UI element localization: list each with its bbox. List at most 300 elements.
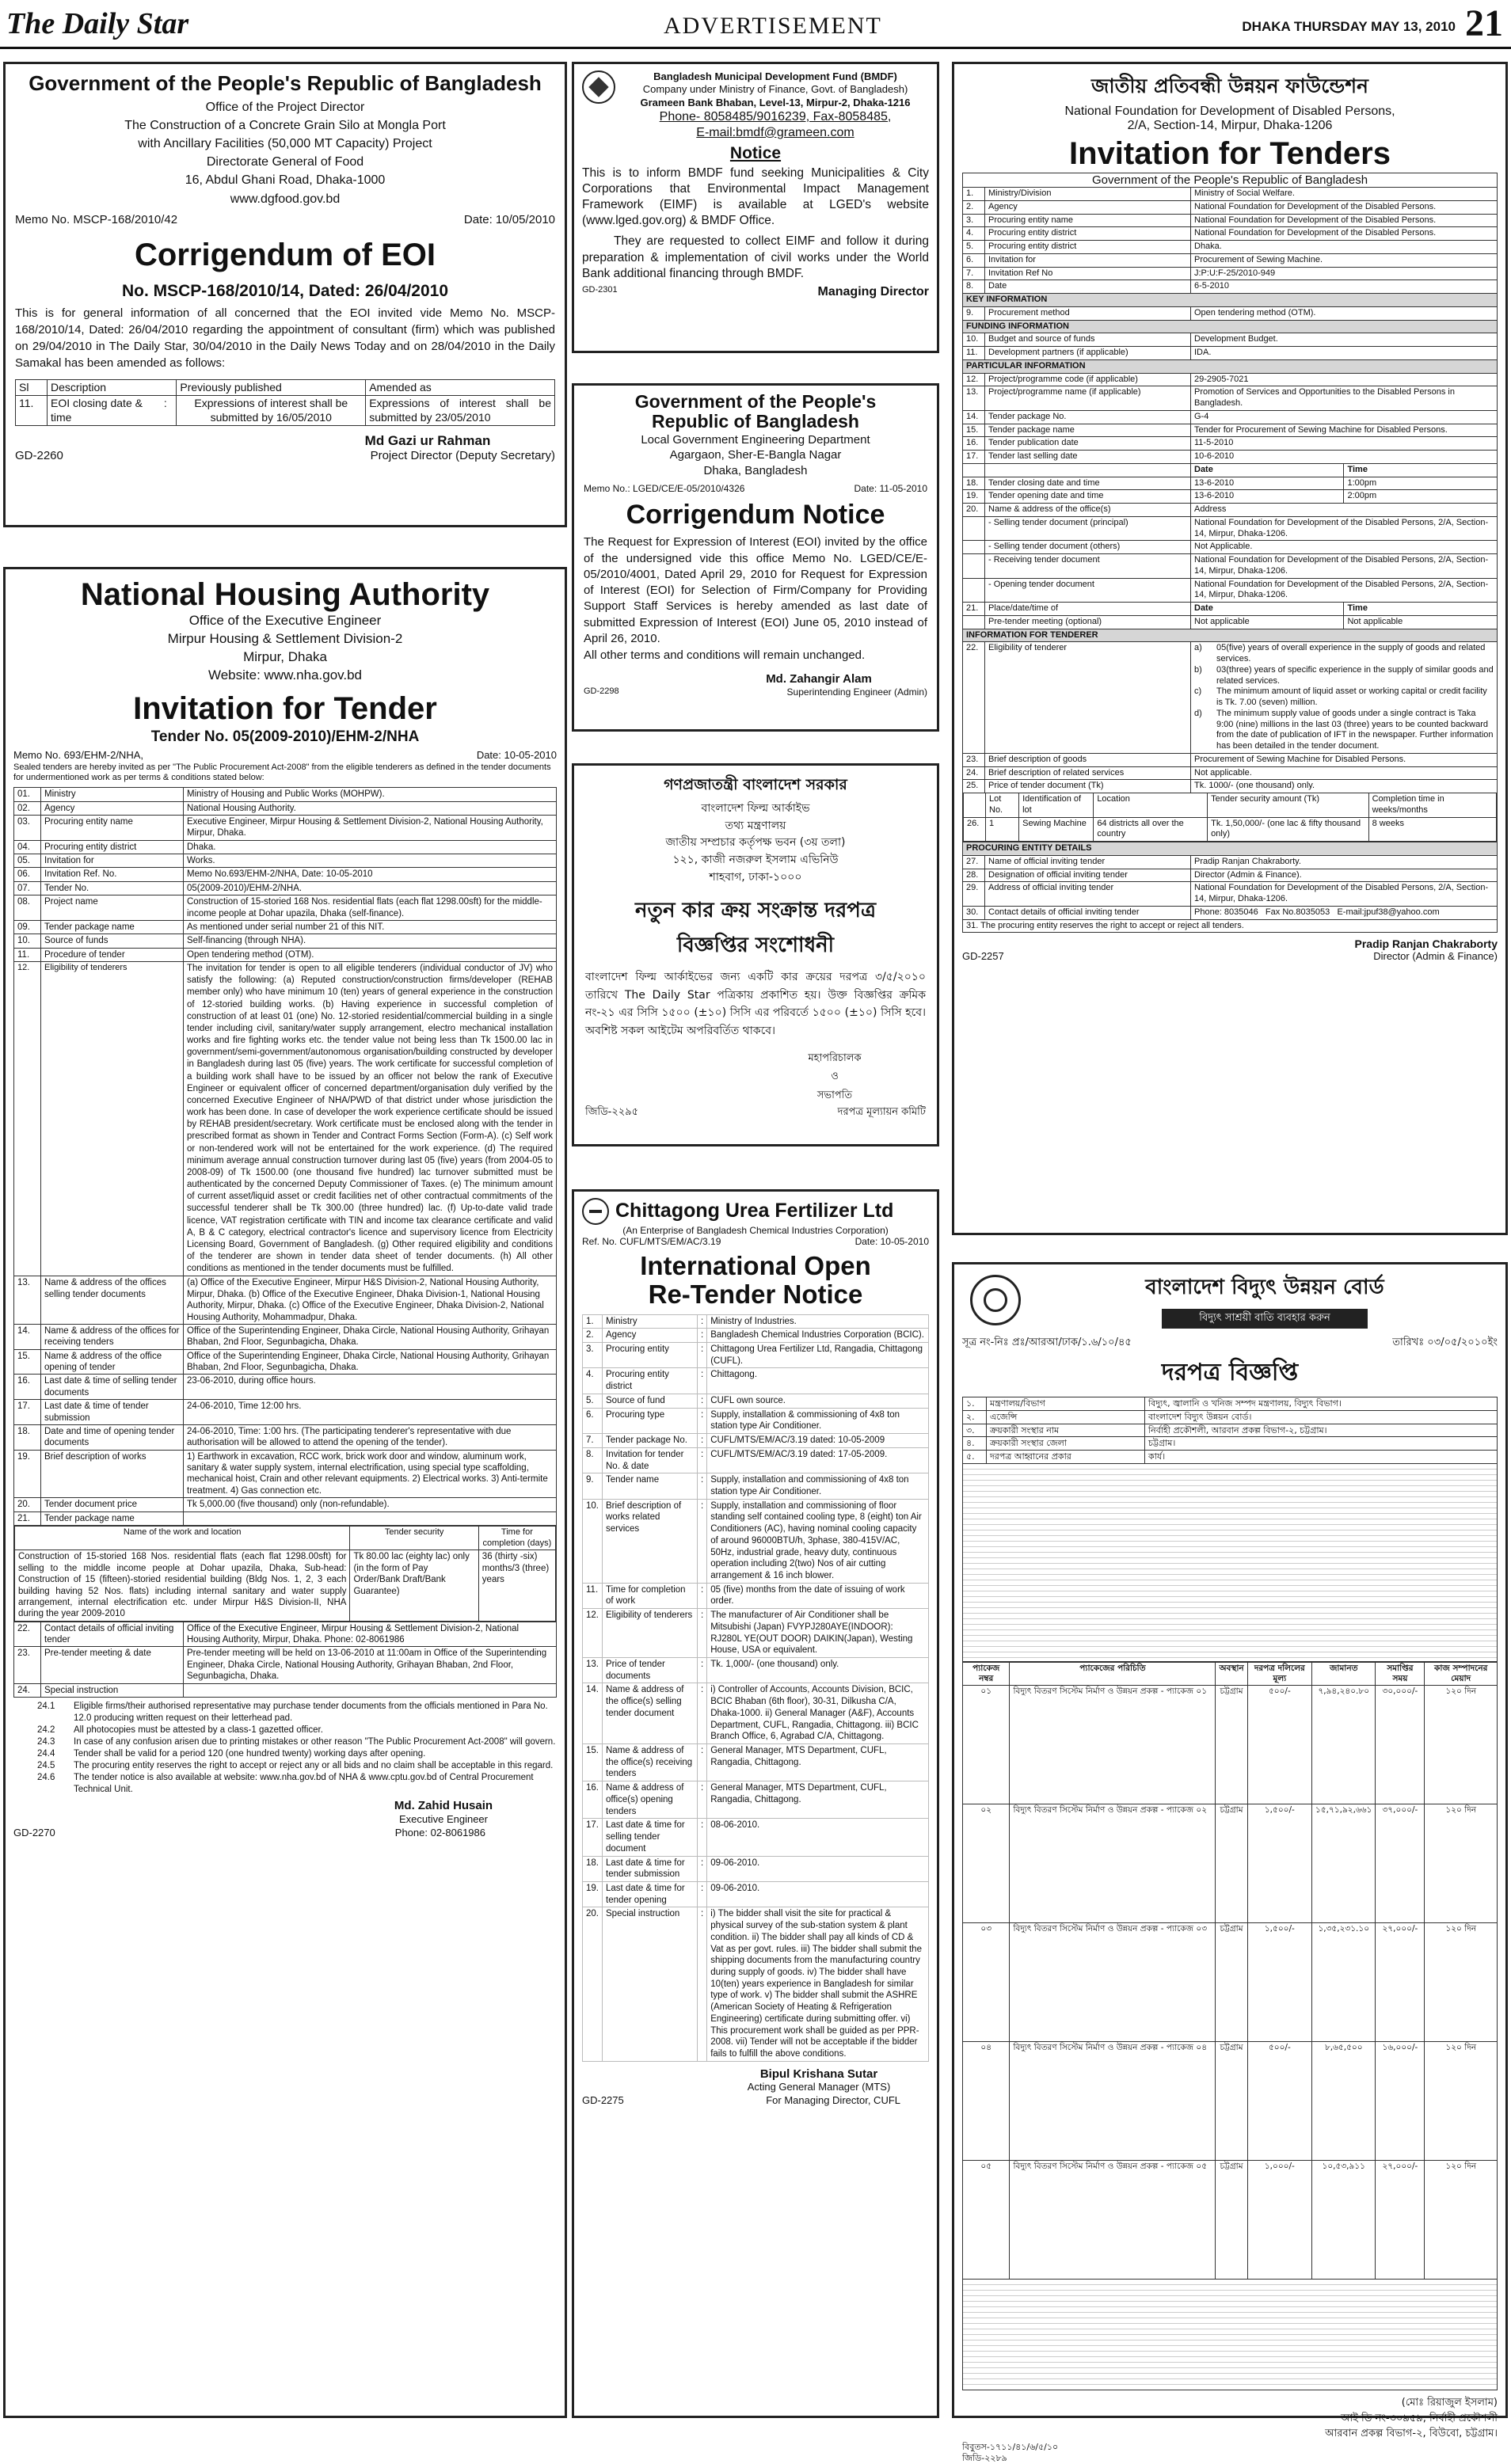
bpdb-pkg-cell-2: চট্টগ্রাম: [1216, 1923, 1247, 2042]
cufl-cell-0: 16.: [583, 1781, 603, 1819]
lged-signer-title: Superintending Engineer (Admin): [786, 686, 927, 698]
nha-signer: Md. Zahid Husain: [394, 1799, 493, 1813]
cufl-row: [583, 1329, 929, 1343]
jpuf3-row-2-c0: 25.: [963, 780, 985, 793]
nha-special-item: [37, 1701, 557, 1724]
jpuf4-row-2: [963, 882, 1498, 907]
nha-row-4-c1: Invitation for: [41, 854, 184, 868]
cufl-colon: :: [698, 1683, 707, 1744]
bpdb-pkg-cell-0: ০২: [963, 1804, 1010, 1923]
cufl-cell-1: Source of fund: [603, 1394, 698, 1408]
cufl-s2: For Managing Director, CUFL: [766, 2094, 900, 2107]
cufl-colon: :: [698, 1368, 707, 1394]
masthead: [0, 0, 1511, 49]
jpuf-r22-letter: c): [1194, 686, 1202, 697]
nha-foot: [13, 1827, 557, 1840]
nha2-row-7-c1: Tender document price: [41, 1498, 184, 1511]
jpuf-r22-item: [1194, 686, 1494, 709]
cufl-colon: :: [698, 1781, 707, 1819]
nha2-row-3-c0: 16.: [14, 1375, 41, 1400]
ad-cufl-retender: [572, 1189, 939, 2418]
nha-special-item: [37, 1748, 557, 1760]
bmdf-signer: Managing Director: [817, 284, 929, 298]
cufl-sub: (An Enterprise of Bangladesh Chemical Industries Corporation): [622, 1225, 889, 1236]
jpuf2-row-5-c0: 17.: [963, 451, 985, 464]
jpuf-r20-no: 20.: [963, 504, 985, 517]
eoi-memo-row: [15, 213, 555, 226]
nha3-row-2: [14, 1683, 557, 1697]
eoi-web[interactable]: www.dgfood.gov.bd: [230, 192, 341, 206]
jpuf-row-5: [963, 253, 1498, 267]
jpuf-office-row: [963, 541, 1498, 554]
cufl-row: [583, 1434, 929, 1448]
jpuf-r18-label: Tender closing date and time: [985, 477, 1191, 490]
nha2-row-3-c1: Last date & time of selling tender documents: [41, 1375, 184, 1400]
jpuf-row-0: [963, 188, 1498, 201]
nha-intro: Sealed tenders are hereby invited as per "The Public Procurement Act-2008" from the eligible tenderers as defined in the tender documents for undermentioned work as per terms & conditions stated below:: [13, 762, 551, 783]
bpdb-ref: সূত্র নং-নিঃ প্রঃ/আরআ/ঢাক/১.৬/১০/৪৫: [962, 1337, 1132, 1348]
eoi-title: Corrigendum of EOI: [135, 237, 436, 272]
cufl-cell-1: Price of tender documents: [603, 1658, 698, 1683]
bpdb-pkg-cell-0: ০৩: [963, 1923, 1010, 2042]
eoi-gov: Government of the People's Republic of Bangladesh: [29, 71, 542, 95]
nha-row-10-c1: Procedure of tender: [41, 948, 184, 961]
nha-row-10: [14, 948, 557, 961]
nha-special-item: [37, 1772, 557, 1796]
cufl-cell-0: 13.: [583, 1658, 603, 1683]
jpuf-r30-no: 30.: [963, 906, 985, 919]
bpdb-row-1-c1: এজেন্সি: [987, 1410, 1145, 1424]
jpuf-lot-4: 8 weeks: [1368, 817, 1496, 842]
cufl-cell-1: Ministry: [603, 1314, 698, 1329]
bmdf-p2: They are requested to collect EIMF and follow it during preparation & implementation of civil works under the World Bank additional financing through BMDF.: [582, 234, 929, 280]
cufl-cell-1: Special instruction: [603, 1907, 698, 2061]
cufl-cell-1: Last date & time for selling tender document: [603, 1819, 698, 1856]
jpuf-r30-email[interactable]: E-mail:jpuf38@yahoo.com: [1337, 907, 1440, 917]
cufl-cell-2: 09-06-2010.: [707, 1881, 929, 1907]
jpuf-r22-text: The minimum supply value of goods under a single contract is Taka 9:00 (nine) millions in the last 03 (three) years to be counted backward from the date of publication of IFT in the newspaper. Further information has been detailed in the tender document.: [1216, 708, 1494, 751]
nha-special-no: 24.5: [37, 1760, 55, 1770]
nha2-row-4-c1: Last date & time of tender submission: [41, 1400, 184, 1425]
nha-special-no: 24.6: [37, 1772, 55, 1782]
cufl-row: [583, 1368, 929, 1394]
cufl-cell-1: Name & address of the office(s) selling tender document: [603, 1683, 698, 1744]
cufl-cell-2: CUFL/MTS/EM/AC/3.19 dated: 10-05-2009: [707, 1434, 929, 1448]
cufl-row: [583, 1683, 929, 1744]
bpdb-row-4-c2: কার্য।: [1145, 1451, 1498, 1464]
nha2-row-6-c1: Brief description of works: [41, 1450, 184, 1498]
jpuf2-row-4-c1: Tender publication date: [985, 437, 1191, 451]
cufl-cell-0: 12.: [583, 1609, 603, 1658]
ad-eoi-corrigendum: [3, 62, 567, 527]
eoi-header: [15, 98, 555, 208]
jpuf-r18-time: 1:00pm: [1344, 477, 1498, 490]
jpuf-lot-2: 64 districts all over the country: [1094, 817, 1208, 842]
cufl-cell-2: The manufacturer of Air Conditioner shall be Mitsubishi (Japan) FVYPJ280AYE(INDOOR): RJ280L YE(OUT DOOR) DAIKIN(Japan), Westing House, USA or equivalent.: [707, 1609, 929, 1658]
cufl-s1: Acting General Manager (MTS): [747, 2081, 891, 2093]
jpuf-office-label: - Opening tender document: [985, 578, 1191, 603]
jpuf2-row-4-c2: 11-5-2010: [1191, 437, 1498, 451]
nha-row-9: [14, 934, 557, 948]
jpuf4-row-1: [963, 869, 1498, 882]
nha-row-10-c2: Open tendering method (OTM).: [184, 948, 557, 961]
cufl-h2: Re-Tender Notice: [648, 1280, 863, 1310]
lged-l1: Government of the People's: [634, 391, 877, 412]
nha-row-1-c0: 02.: [14, 801, 41, 815]
bmdf-header: [582, 70, 929, 141]
nha2-row-0-c0: 13.: [14, 1276, 41, 1325]
bpdb-pkg-cell-6: ১২০ দিন: [1425, 1686, 1498, 1804]
bpdb-pkg-cell-4: ৮,৬৫,৫০০: [1312, 2042, 1376, 2161]
jpuf2-row-2-c1: Tender package No.: [985, 410, 1191, 424]
jpuf2-row-0-c1: Project/programme code (if applicable): [985, 373, 1191, 386]
bpdb-row-1-c0: ২.: [963, 1410, 987, 1424]
nha-special-text: Eligible firms/their authorised representative may purchase tender documents from the officials mentioned in Para No. 12.0 producing written request on their letterhead pad.: [74, 1701, 548, 1723]
jpuf-lot-1: Sewing Machine: [1019, 817, 1094, 842]
jpuf-row-5-c2: Procurement of Sewing Machine.: [1191, 253, 1498, 267]
cufl-date: Date: 10-05-2010: [854, 1236, 929, 1247]
nha3-row-2-c2: [184, 1683, 557, 1697]
bpdb-th-1: প্যাকেজের পরিচিতি: [1010, 1662, 1216, 1685]
cufl-cell-0: 2.: [583, 1329, 603, 1343]
jpuf4-row-2-c0: 29.: [963, 882, 985, 907]
jpuf-r10-label: Budget and source of funds: [985, 333, 1191, 347]
jpuf4-row-1-c0: 28.: [963, 869, 985, 882]
jpuf-r19-label: Tender opening date and time: [985, 490, 1191, 504]
jpuf-pe: PROCURING ENTITY DETAILS: [963, 842, 1498, 856]
bpdb-pkg-cell-1: বিদ্যুৎ বিতরণ সিস্টেম নির্মাণ ও উন্নয়ন প্রকল্প - প্যাকেজ ০৩: [1010, 1923, 1216, 2042]
cufl-cell-0: 18.: [583, 1856, 603, 1881]
jpuf-office-label: - Receiving tender document: [985, 554, 1191, 579]
nha-row-7-c2: Construction of 15-storied 168 Nos. residential flats (each flat 1298.00sft) for the middle-income people at Dohar upazila, Dhaka (self-finance).: [184, 895, 557, 921]
bpdb-title: বাংলাদেশ বিদ্যুৎ উন্নয়ন বোর্ড: [1145, 1276, 1384, 1299]
nha-row-6-c2: 05(2009-2010)/EHM-2/NHA.: [184, 881, 557, 895]
cufl-row: [583, 1658, 929, 1683]
cufl-colon: :: [698, 1343, 707, 1368]
nha2-row-8-c2: [184, 1511, 557, 1525]
bpdb-pkg-cell-6: ১২০ দিন: [1425, 1923, 1498, 2042]
cufl-cell-2: Supply, installation & commissioning of 4x8 ton station type Air Conditioner.: [707, 1408, 929, 1433]
jpuf-r21-label: Place/date/time of: [985, 603, 1191, 616]
nha-title: National Housing Authority: [80, 577, 490, 612]
ad-bmdf-notice: [572, 62, 939, 353]
nha2-row-0: [14, 1276, 557, 1325]
bpdb-row-3: [963, 1437, 1498, 1451]
nha-gd: GD-2270: [13, 1826, 55, 1838]
jpuf-r21-no: 21.: [963, 603, 985, 616]
jpuf-r22-item: [1194, 643, 1494, 665]
nha2-row-7-c2: Tk 5,000.00 (five thousand) only (non-refundable).: [184, 1498, 557, 1511]
fa-s1: মহাপরিচালক: [808, 1052, 862, 1064]
cufl-colon: :: [698, 1744, 707, 1781]
nha-row-3-c1: Procuring entity district: [41, 840, 184, 854]
bpdb-pkg-cell-2: চট্টগ্রাম: [1216, 1686, 1247, 1804]
fa-s2: ও: [831, 1070, 839, 1083]
nha-row-3-c0: 04.: [14, 840, 41, 854]
cufl-cell-0: 5.: [583, 1394, 603, 1408]
nha2-row-1-c2: Office of the Superintending Engineer, Dhaka Circle, National Housing Authority, Grihayan Bhaban, 2nd Floor, Segunbagicha, Dhaka.: [184, 1324, 557, 1349]
jpuf-row-2-c0: 3.: [963, 214, 985, 227]
cufl-colon: :: [698, 1658, 707, 1683]
nha3-row-2-c0: 24.: [14, 1683, 41, 1697]
jpuf2-row-1: [963, 386, 1498, 411]
cufl-colon: :: [698, 1583, 707, 1608]
jpuf-r22-label: Eligibility of tenderer: [985, 642, 1191, 754]
nha-l4[interactable]: Website: www.nha.gov.bd: [207, 667, 363, 683]
dateline: DHAKA THURSDAY MAY 13, 2010: [1242, 19, 1456, 34]
eoi-number: No. MSCP-168/2010/14, Dated: 26/04/2010: [121, 281, 449, 300]
bpdb-row-3-c2: চট্টগ্রাম।: [1145, 1437, 1498, 1451]
cufl-cell-0: 3.: [583, 1343, 603, 1368]
cufl-cell-1: Procuring entity district: [603, 1368, 698, 1394]
cufl-h1: International Open: [640, 1251, 871, 1280]
bpdb-pkg-cell-3: ৫০০/-: [1247, 1686, 1311, 1804]
nha-l3: Mirpur, Dhaka: [243, 648, 327, 664]
jpuf-row-4-c0: 5.: [963, 241, 985, 254]
fa-l4: জাতীয় সম্প্রচার কর্তৃপক্ষ ভবন (৩য় তলা): [665, 836, 846, 850]
cufl-cell-2: 05 (five) months from the date of issuing of work order.: [707, 1583, 929, 1608]
jpuf-r30-label: Contact details of official inviting tender: [985, 906, 1191, 919]
eoi-foot: [15, 449, 555, 462]
nha-row-8: [14, 920, 557, 934]
jpuf-r22-text: 03(three) years of specific experience in the supply of similar goods and related services.: [1216, 664, 1494, 686]
jpuf-row-6-c2: J:P:U:F-25/2010-949: [1191, 267, 1498, 280]
jpuf-row-7: [963, 280, 1498, 294]
cufl-title: Chittagong Urea Fertilizer Ltd: [615, 1200, 894, 1222]
jpuf2-row-3: [963, 424, 1498, 437]
jpuf-row-6-c0: 7.: [963, 267, 985, 280]
nha3-row-1-c2: Pre-tender meeting will be held on 13-06-2010 at 11:00am in Office of the Superintending Engineer, Dhaka Circle, National Housing Authority, Grihayan Bhaban, 2nd Floor, Segunbagicha, Dhaka.: [184, 1647, 557, 1683]
nha-r12-label: Eligibility of tenderers: [41, 962, 184, 1276]
cufl-cell-1: Procuring type: [603, 1408, 698, 1433]
cufl-colon: :: [698, 1314, 707, 1329]
jpuf-r30-phone: Phone: 8035046: [1194, 907, 1258, 917]
bpdb-row-3-c0: ৪.: [963, 1437, 987, 1451]
cufl-cell-1: Name & address of the office(s) receiving tenders: [603, 1744, 698, 1781]
nha-row-4: [14, 854, 557, 868]
cufl-colon: :: [698, 1394, 707, 1408]
nha-row-7-c1: Project name: [41, 895, 184, 921]
jpuf-office-value: National Foundation for Development of the Disabled Persons, 2/A, Section-14, Mirpur, Dhaka-1206.: [1191, 516, 1498, 541]
fa-l5: ১২১, কাজী নজরুল ইসলাম এভিনিউ: [672, 854, 839, 867]
lged-l3: Local Government Engineering Department: [641, 432, 870, 447]
nha2-row-2-c0: 15.: [14, 1349, 41, 1375]
lged-gd: GD-2298: [584, 686, 619, 696]
nha3-row-0-c0: 22.: [14, 1622, 41, 1647]
nha-row-9-c0: 10.: [14, 934, 41, 948]
nha-row-10-c0: 11.: [14, 948, 41, 961]
jpuf4-row-0: [963, 855, 1498, 869]
fa-gd: জিডি-২২৯৫: [585, 1106, 639, 1119]
jpuf-office-row: [963, 516, 1498, 541]
fa-foot: [585, 1105, 926, 1121]
fa-s4: দরপত্র মূল্যায়ন কমিটি: [837, 1106, 926, 1119]
nha-row-3: [14, 840, 557, 854]
jpuf-row-1: [963, 200, 1498, 214]
bmdf-logo-icon: [582, 70, 615, 104]
cufl-cell-2: CUFL/MTS/EM/AC/3.19 dated: 17-05-2009.: [707, 1447, 929, 1473]
jpuf3-row-2-c2: Tk. 1000/- (one thousand) only.: [1191, 780, 1498, 793]
cufl-cell-1: Tender package No.: [603, 1434, 698, 1448]
bpdb-th-3: দরপত্র দলিলের মূল্য: [1247, 1662, 1311, 1685]
cufl-cell-2: Chittagong.: [707, 1368, 929, 1394]
nha2-row-6-c2: 1) Earthwork in excavation, RCC work, brick work door and window, aluminum work, sanitary & water supply system, internal electrification, using special type scaffolding, mechanical hoist, Crain and other relevant equipments. 2) Electrical works. 3) Anti-termite treatment. 4) Gas connection etc.: [184, 1450, 557, 1498]
jpuf-office-label: - Selling tender document (principal): [985, 516, 1191, 541]
bmdf-l5[interactable]: E-mail:bmdf@grameen.com: [696, 125, 854, 139]
bpdb-pkg-cell-4: ৭,৯৪,২৪০.৮০: [1312, 1686, 1376, 1804]
nha-row-0-c1: Ministry: [41, 788, 184, 801]
ad-jpuf-tender: [952, 62, 1508, 1235]
bpdb-package-row: [963, 2042, 1498, 2161]
jpuf4-row-1-c2: Director (Admin & Finance).: [1191, 869, 1498, 882]
jpuf-row-2-c2: National Foundation for Development of the Disabled Persons.: [1191, 214, 1498, 227]
eoi-dir: Directorate General of Food: [206, 155, 364, 169]
bpdb-heading: দরপত্র বিজ্ঞপ্তি: [1161, 1359, 1299, 1386]
jpuf-r19-time: 2:00pm: [1344, 490, 1498, 504]
jpuf3-row-2: [963, 780, 1498, 793]
bpdb-row-4: [963, 1451, 1498, 1464]
jpuf-lot-table: Lot No. Identification of lot Location Tender security amount (Tk) Completion time in weeks/months 26. 1 Sewing Machine 64 districts all over the country Tk. 1,50,000/- (one lac & fifty thousand only) 8 weeks: [963, 793, 1497, 842]
bpdb-pkg-cell-3: ১,৫০০/-: [1247, 1923, 1311, 2042]
jpuf-signer: Pradip Ranjan Chakraborty: [1354, 937, 1498, 951]
cufl-cell-2: Supply, installation and commissioning of floor standing self contained cooling type, 8 (eight) ton Air Conditioners (AC), having nominal cooling capacity of around 96000BTU/h, 3phase, 380-415V/AC, 50Hz, industrial grade, heavy duty, continuous operation including 2(two) Nos of air cutting arrangement & 16 inch blower.: [707, 1499, 929, 1583]
jpuf-office-value: Not Applicable.: [1191, 541, 1498, 554]
nha2-row-6-c0: 19.: [14, 1450, 41, 1498]
fa-t2: বিজ্ঞপ্তির সংশোধনী: [676, 934, 835, 958]
jpuf-table: 1. Ministry/Division Ministry of Social Welfare. 2. Agency National Foundation for Development of the Disabled Persons. 3. Procuring entity name National Foundation for Development of the Disabled Persons. 4. Procuring entity district National Foundation for Development of the Disabled Persons. 5. Procuring entity district Dhaka. 6. Invitation for Procurement of Sewing Machine. 7. Invitation Ref No J:P:U:F-25/2010-949 8. Date 6-5-2010 KEY INFORMATION 9. Procurement method Open tendering method (OTM). FUNDING INFORMATION 10. Budget and source of funds Development Budget. 11. Development partners (if applicable) IDA. PARTICULAR INFORMATION 12. Project/programme code (if applicable) 29-2905-7021 13. Project/programme name (if applicable) Promotion of Services and Opportunities to the Disabled Persons in Bangladesh. 14. Tender package No. G-4 15. Tender package name Tender for Procurement of Sewing Machine for Disabled Persons. 16. Tender publication date 11-5-2010 17. Tender last selling date 10-6-2010 Date Time 18. Tender closing date and time 13-6-2010 1:00pm 19. Tender opening date and time 13-6-2010 2:00pm 20. Name & address of the office(s) Address - Selling tender document (principal) National Foundation for Development of the Disabled Persons, 2/A, Section-14, Mirpur, Dhaka-1206. - Selling tender document (others) Not Applicable. - Receiving tender document National Foundation for Development of the Disabled Persons, 2/A, Section-14, Mirpur, Dhaka-1206. - Opening tender document National Foundation for Development of the Disabled Persons, 2/A, Section-14, Mirpur, Dhaka-1206. 21. Place/date/time of Date Time Pre-tender meeting (optional) Not applicable Not applicable INFORMATION FOR TENDERER 22. Eligibility of tenderer a) 05(five) years of overall experience in the supply of goods and related services. b) 03(three) years of specific experience in the supply of similar goods and related services. c) The minimum amount of liquid asset or working capital or credit facility is Tk. 7.00 (seven) million. d) The minimum supply value of goods under a single contract is Taka 9:00 (nine) millions in the last 03 (three) years to be counted backward from the date of publication of IFT in the newspaper. Further information has been detailed in the tender document. 23. Brief description of goods Procurement of Sewing Machine for Disabled Persons. 24. Brief description of related services Not applicable. 25. Price of tender document (Tk) Tk. 1000/- (one thousand) only. Lot No. Identification of lot Location Tender security amount (Tk) Completion time in weeks/months 26. 1 Sewing Machine 64 districts all over the country Tk. 1,50,000/- (one lac & fifty thousand only) 8 weeks PROCURING ENTITY DETAILS 27. Name of official inviting tender Pradip Ranjan Chakraborty. 28. Designation of official inviting tender Director (Admin & Finance). 29. Address of official inviting tender National Foundation for Development of the Disabled Persons, 2/A, Section-14, Mirpur, Dhaka-1206. 30. Contact details of official inviting tender Phone: 8035046 Fax No.8035053 E-mail:jpuf38@yahoo.com 31. The procuring entity reserves the right to accept or reject all tenders.: [962, 187, 1498, 933]
nha-pkg-th-0: Name of the work and location: [15, 1526, 350, 1550]
jpuf-row-3-c1: Procuring entity district: [985, 227, 1191, 241]
jpuf2-row-1-c2: Promotion of Services and Opportunities to the Disabled Persons in Bangladesh.: [1191, 386, 1498, 411]
nha3-row-0-c1: Contact details of official inviting tender: [41, 1622, 184, 1647]
bpdb-sub: বিদ্যুৎ সাশ্রয়ী বাতি ব্যবহার করুন: [1162, 1309, 1368, 1329]
jpuf-gd: GD-2257: [962, 950, 1004, 963]
bpdb-pkg-cell-5: ১৬,০০০/-: [1376, 2042, 1425, 2161]
nha-row-7-c0: 08.: [14, 895, 41, 921]
bmdf-gd: GD-2301: [582, 284, 618, 295]
jpuf-r22-letter: a): [1194, 643, 1202, 653]
nha2-row-7: [14, 1498, 557, 1511]
jpuf4-row-0-c2: Pradip Ranjan Chakraborty.: [1191, 855, 1498, 869]
jpuf-office-label: - Selling tender document (others): [985, 541, 1191, 554]
eoi-td-colon: :: [161, 396, 177, 426]
cufl-colon: :: [698, 1609, 707, 1658]
cufl-cell-2: General Manager, MTS Department, CUFL, Rangadia, Chittagong.: [707, 1781, 929, 1819]
nha2-row-1-c1: Name & address of the offices for receiving tenders: [41, 1324, 184, 1349]
nha-special-list: [13, 1701, 557, 1796]
nha-date: Date: 10-05-2010: [476, 748, 557, 761]
cufl-cell-1: Time for completion of work: [603, 1583, 698, 1608]
nha-special-no: 24.1: [37, 1701, 55, 1711]
jpuf-r22-item: [1194, 709, 1494, 752]
eoi-td-amend: Expressions of interest shall be submitted by 23/05/2010: [366, 396, 555, 426]
jpuf2-row-5: [963, 451, 1498, 464]
jpuf-row-7-c2: 6-5-2010: [1191, 280, 1498, 294]
bpdb-pkg-cell-2: চট্টগ্রাম: [1216, 2161, 1247, 2280]
lged-date: Date: 11-05-2010: [854, 483, 927, 495]
jpuf-row-0-c0: 1.: [963, 188, 985, 201]
jpuf-r11-label: Development partners (if applicable): [985, 347, 1191, 360]
nha2-row-7-c0: 20.: [14, 1498, 41, 1511]
jpuf2-row-2: [963, 410, 1498, 424]
nha3-row-0: [14, 1622, 557, 1647]
cufl-cell-2: CUFL own source.: [707, 1394, 929, 1408]
bpdb-row-2: [963, 1424, 1498, 1437]
nha-special-item: [37, 1760, 557, 1772]
jpuf3-row-1-c1: Brief description of related services: [985, 766, 1191, 780]
jpuf3-row-0-c0: 23.: [963, 753, 985, 766]
lged-p2: All other terms and conditions will remain unchanged.: [584, 648, 866, 663]
bpdb-logo-icon: [970, 1275, 1021, 1325]
nha-row-5-c0: 06.: [14, 868, 41, 881]
jpuf-row-5-c0: 6.: [963, 253, 985, 267]
nha-pkg-security: Tk 80.00 lac (eighty lac) only (in the form of Pay Order/Bank Draft/Bank Guarantee): [350, 1550, 478, 1621]
cufl-cell-1: Procuring entity: [603, 1343, 698, 1368]
jpuf3-row-1-c0: 24.: [963, 766, 985, 780]
cufl-cell-0: 6.: [583, 1408, 603, 1433]
nha-row-2-c2: Executive Engineer, Mirpur Housing & Settlement Division-2, National Housing Authority, Mirpur, Dhaka.: [184, 815, 557, 840]
lged-signer: Md. Zahangir Alam: [766, 672, 872, 686]
jpuf-row-4: [963, 241, 1498, 254]
nha-row-5-c1: Invitation Ref. No.: [41, 868, 184, 881]
jpuf-row-7-c1: Date: [985, 280, 1191, 294]
nha-row-2: [14, 815, 557, 840]
jpuf-title: Invitation for Tenders: [1069, 136, 1391, 171]
nha-row-1-c2: National Housing Authority.: [184, 801, 557, 815]
nha3-row-0-c2: Office of the Executive Engineer, Mirpur Housing & Settlement Division-2, National Housing Authority, Mirpur, Dhaka. Phone: 02-8061986: [184, 1622, 557, 1647]
jpuf-row-7-c0: 8.: [963, 280, 985, 294]
bpdb-pkg-cell-2: চট্টগ্রাম: [1216, 2042, 1247, 2161]
lged-memo-row: [584, 483, 927, 494]
eoi-th-sl: Sl: [16, 379, 48, 396]
cufl-cell-1: Eligibility of tenderers: [603, 1609, 698, 1658]
jpuf-r22-text: The minimum amount of liquid asset or working capital or credit facility is Tk. 7.00 (seven) million.: [1216, 686, 1487, 707]
jpuf2-row-3-c0: 15.: [963, 424, 985, 437]
nha-row-1-c1: Agency: [41, 801, 184, 815]
bpdb-row-2-c0: ৩.: [963, 1424, 987, 1437]
nha-r12-body: The invitation for tender is open to all eligible tenderers (individual conductor of JV) who satisfy the following: (a) Reputed construction/construction firms/developer (REHAB member only) who have minimum 10 (ten) years of general experience in the construction of 12-storied building works. (b) Having experience in successful completion of construction of at least 01 (one) No. 12-storied residential/commercial building in a single tender including civil, sanitary/water supply arrangement, electro mechanical installation works and fire fighting works etc. the tender value not being less than Tk 1500.00 lac in government/semi-government/autonomous organisation/building constructed by developer in Bangladesh during last 05 (five) years. The work certificate for successful completion of a building work shall have to be issued by an officer not below the rank of Executive Engineer or equivalent officer of concerned department/organisation duly verified by the concerned Executive Engineer of NHA/PWD of that district under whose jurisdiction the work has been done. In case of developer the work experience certificate should be issued by REHAB president/secretary. Work certificate must be enclosed along with the tender in prescribed format as shown in Tender and Contract Forms Section (Form-A). (c) Self work or non-tendered work will not be entertained for the work experience. (d) The required minimum average annual construction turnover during last 05 (five) years (from 2004-05 to 2008-09) of Tk 1500.00 (one thousand five hundred) lac turnover submitted must be authenticated by the concerned Deputy Commissioner of Taxes. (e) The minimum amount of current asset/liquid asset or credit facilities net of other contractual commitments of the successful tenderer shall be Tk 300.00 (three hundred) lac. (f) Up-to-date valid trade licence, VAT registration certificate with TIN and income tax clearance certificate and valid A, B & C category, electrical contractor's licence and supervisory licence from Electricity Licensing Board, Government of Bangladesh. (g) Other required eligibility and conditions of the tenderer are shown in tender data sheet of tender documents. (h) All other conditions as mentioned in the tender documents must be fulfilled.: [184, 962, 557, 1276]
ad-lged-corrigendum: [572, 383, 939, 732]
nha-row-3-c2: Dhaka.: [184, 840, 557, 854]
cufl-row: [583, 1394, 929, 1408]
nha-pkg-time: 36 (thirty -six) months/3 (three) years: [478, 1550, 555, 1621]
lged-p1: The Request for Expression of Interest (EOI) invited by the office of the undersigned vide this office Memo No. LGED/CE/E-05/2010/4001, Dated April 29, 2010 for Request for Expression of Interest (EOI) for Selection of Firm/Company for Providing Support Staff Services is hereby amended as last date of submitted Expression of Interest (EOI) June 05, 2010 instead of April 26, 2010.: [584, 535, 927, 645]
page-number: 21: [1465, 2, 1503, 44]
jpuf-row-4-c2: Dhaka.: [1191, 241, 1498, 254]
jpuf4-row-2-c2: National Foundation for Development of the Disabled Persons, 2/A, Section-14, Mirpur, Dhaka-1206.: [1191, 882, 1498, 907]
cufl-cell-2: i) The bidder shall visit the site for practical & physical survey of the sub-station system & plant condition. ii) The bidder shall pay all kinds of CD & Vat as per govt. rules. iii) The bidder shall submit the shipping documents from the manufacturing country during supply of goods. iv) The bidder shall have 10(ten) years experience in Bangladesh for similar type of work. v) The bidder shall submit the ASHRE (American Society of Heating & Refrigeration Engineering) certificate during submitting offer. vi) This procurement work shall be guided as per PPR-2008. vii) Tender will not be acceptable if the bidder fails to fulfill the above conditions.: [707, 1907, 929, 2061]
cufl-cell-0: 14.: [583, 1683, 603, 1744]
jpuf-r18-no: 18.: [963, 477, 985, 490]
eoi-body: This is for general information of all concerned that the EOI invited vide Memo No. MSCP-168/2010/14, Dated: 26/04/2010 regarding the appointment of consultant (firm) which was published on 29/04/2010 in The Daily Star, 30/04/2010 in the Daily News Today and on 28/04/2010 in the Daily Samakal has been amended as follows:: [15, 306, 555, 370]
bpdb-pkg-cell-3: ৫০০/-: [1247, 2042, 1311, 2161]
jpuf-pretender-time: Not applicable: [1344, 615, 1498, 629]
cufl-gd: GD-2275: [582, 2094, 624, 2107]
jpuf-r11-no: 11.: [963, 347, 985, 360]
jpuf-row-3-c0: 4.: [963, 227, 985, 241]
cufl-signer: Bipul Krishana Sutar: [759, 2067, 878, 2081]
jpuf2-row-0: [963, 373, 1498, 386]
bpdb-row-0-c1: মন্ত্রণালয়/বিভাগ: [987, 1397, 1145, 1411]
jpuf3-row-1: [963, 766, 1498, 780]
jpuf-r10-no: 10.: [963, 333, 985, 347]
bpdb-row-4-c0: ৫.: [963, 1451, 987, 1464]
bpdb-pkg-cell-4: ১০,৫৩,৯১১: [1312, 2161, 1376, 2280]
lged-foot: [584, 686, 927, 698]
nha2-row-1-c0: 14.: [14, 1324, 41, 1349]
nha-row-0-c2: Ministry of Housing and Public Works (MOHPW).: [184, 788, 557, 801]
nha-row-2-c0: 03.: [14, 815, 41, 840]
